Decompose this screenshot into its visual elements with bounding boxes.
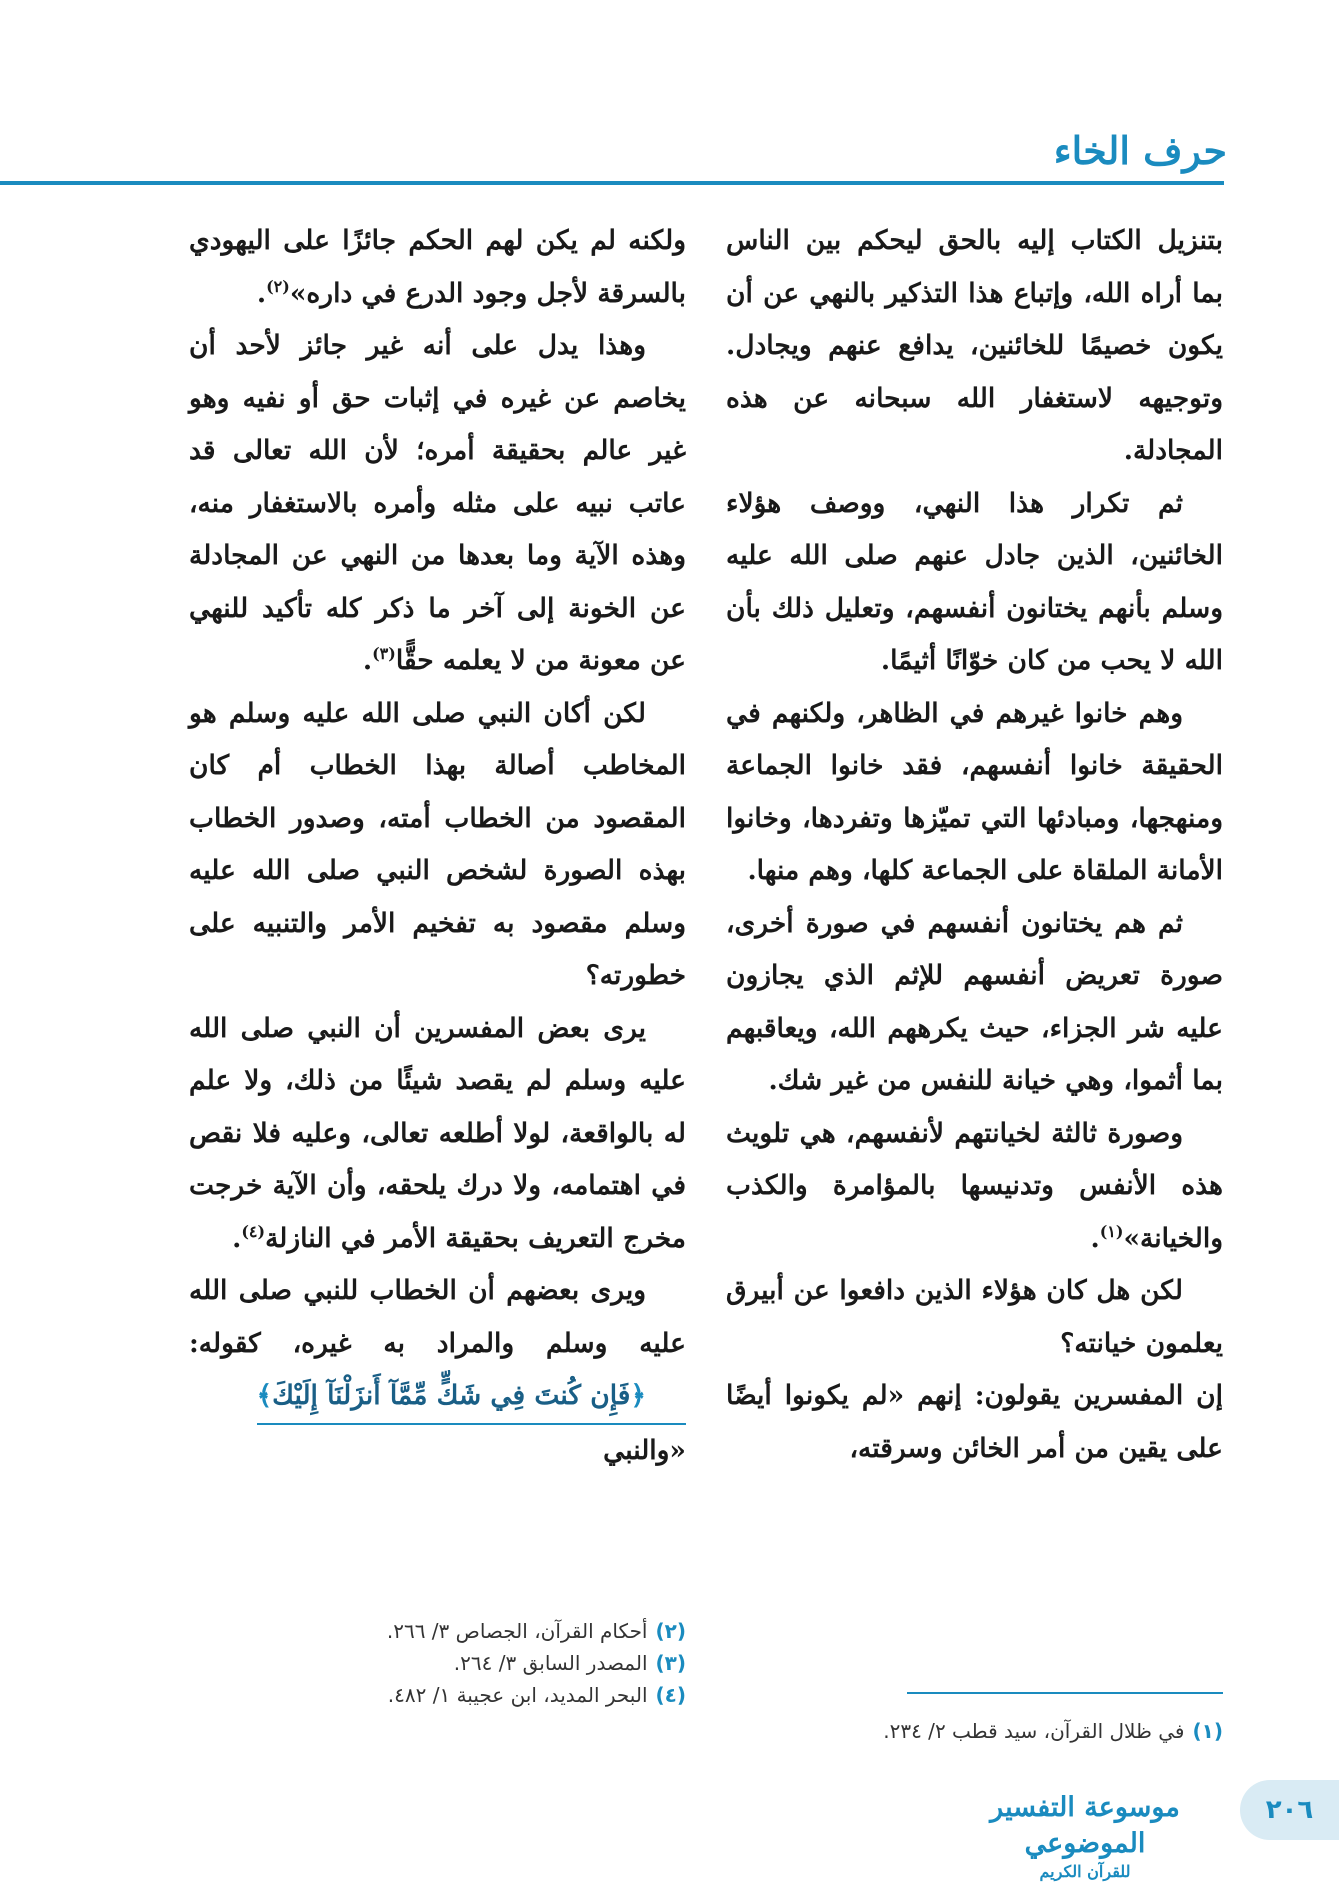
paragraph-text: ويرى بعضهم أن الخطاب للنبي صلى الله عليه وسلم والمراد به غيره، كقوله: [189,1275,686,1359]
footnote-ref[interactable]: (١) [1099,1221,1124,1241]
footnote-ref[interactable]: (٣) [372,644,396,664]
punctuation: . [256,277,267,309]
quran-verse [257,1370,686,1425]
page-number: ٢٠٦ [1240,1780,1339,1840]
footnote-ref[interactable]: (٤) [241,1221,266,1241]
paragraph: لكن هل كان هؤلاء الذين دافعوا عن أبيرق يعلمون خيانته؟ [726,1275,1223,1359]
paragraph [726,1108,1223,1266]
paragraph-text: يرى بعض المفسرين أن النبي صلى الله عليه وسلم لم يقصد شيئًا من ذلك، ولا علم له بالواقعة، لولا أطلعه تعالى، وعليه فلا نقص في اهتمامه، ولا درك يلحقه، وأن الآية خرجت مخرج التعريف بحقيقة الأمر في النازلة [189,1012,686,1254]
paragraph: ثم تكرار هذا النهي، ووصف هؤلاء الخائنين، الذين جادل عنهم صلى الله عليه وسلم بأنهم يختانون أنفسهم، وتعليل ذلك بأن الله لا يحب من كان خوّانًا أثيمًا. [726,487,1223,676]
ornate-bracket-open: ﴿ [630,1380,646,1411]
right-text-column [726,215,1223,1475]
logo-subtitle: للقرآن الكريم [1039,1862,1131,1881]
paragraph: بتنزيل الكتاب إليه بالحق ليحكم بين الناس بما أراه الله، وإتباع هذا التذكير بالنهي عن أن يكون خصيمًا للخائنين، يدافع عنهم ويجادل. وتوجيهه لاستغفار الله سبحانه عن هذه المجادلة. [726,225,1223,466]
paragraph: ثم هم يختانون أنفسهم في صورة أخرى، صورة تعريض أنفسهم للإثم الذي يجازون عليه شر الجزاء، حيث يكرههم الله، ويعاقبهم بما أثموا، وهي خيانة للنفس من غير شك. [726,907,1223,1096]
punctuation: . [232,1222,242,1254]
footnote-text: أحكام القرآن، الجصاص ٣/ ٢٦٦. [386,1619,648,1643]
paragraph [189,320,686,688]
section-title: حرف الخاء [1053,128,1227,173]
footnote-number: (٤) [655,1683,686,1707]
punctuation: . [362,645,373,676]
footnotes-left [189,1615,686,1711]
paragraph-text: وهذا يدل على أنه غير جائز لأحد أن يخاصم عن غيره في إثبات حق أو نفيه وهو غير عالم بحقيقة أمره؛ لأن الله تعالى قد عاتب نبيه على مثله وأمره بالاستغفار منه، وهذه الآية وما بعدها من النهي عن المجادلة عن الخونة إلى آخر ما ذكر كله تأكيد للنهي عن معونة من لا يعلمه حقًّا [189,330,686,676]
footnote-ref[interactable]: (٢) [266,276,290,296]
footnote [189,1679,686,1711]
paragraph: إن المفسرين يقولون: إنهم «لم يكونوا أيضًا على يقين من أمر الخائن وسرقته، [726,1380,1223,1464]
paragraph [189,1265,686,1477]
paragraph: لكن أكان النبي صلى الله عليه وسلم هو المخاطب أصالة بهذا الخطاب أم كان المقصود من الخطاب أمته، وصدور الخطاب بهذه الصورة لشخص النبي صلى الله عليه وسلم مقصود به تفخيم الأمر والتنبيه على خطورته؟ [189,697,686,991]
left-text-column [189,215,686,1477]
footnote-text: المصدر السابق ٣/ ٢٦٤. [453,1651,648,1675]
footnote [189,1647,686,1679]
paragraph [189,215,686,320]
encyclopedia-logo [935,1790,1235,1882]
punctuation: . [1090,1222,1100,1254]
footnote-number: (٢) [655,1619,686,1643]
footnote-divider [907,1692,1223,1694]
paragraph-text: وصورة ثالثة لخيانتهم لأنفسهم، هي تلويث هذه الأنفس وتدنيسها بالمؤامرة والكذب والخيانة» [726,1117,1223,1254]
logo-title: موسوعة التفسير الموضوعي [990,1792,1180,1859]
footnote-number: (٣) [655,1651,686,1675]
paragraph-text: «والنبي [603,1434,686,1466]
ornate-bracket-close: ﴾ [256,1380,273,1411]
paragraph [189,1003,686,1266]
footnotes-right [726,1715,1223,1747]
quran-text: فَإِن كُنتَ فِي شَكٍّ مِّمَّآ أَنزَلْنَآ إِلَيْكَ [272,1380,631,1411]
paragraph-text: ولكنه لم يكن لهم الحكم جائزًا على اليهودي بالسرقة لأجل وجود الدرع في داره» [189,225,686,309]
footnote-text: في ظلال القرآن، سيد قطب ٢/ ٢٣٤. [883,1719,1185,1743]
footnote-number: (١) [1192,1719,1223,1743]
footnote [189,1615,686,1647]
footnote [726,1715,1223,1747]
paragraph: وهم خانوا غيرهم في الظاهر، ولكنهم في الحقيقة خانوا أنفسهم، فقد خانوا الجماعة ومنهجها، ومبادئها التي تميّزها وتفردها، وخانوا الأمانة الملقاة على الجماعة كلها، وهم منها. [726,697,1223,886]
footnote-text: البحر المديد، ابن عجيبة ١/ ٤٨٢. [387,1683,648,1707]
header-divider [0,181,1224,185]
